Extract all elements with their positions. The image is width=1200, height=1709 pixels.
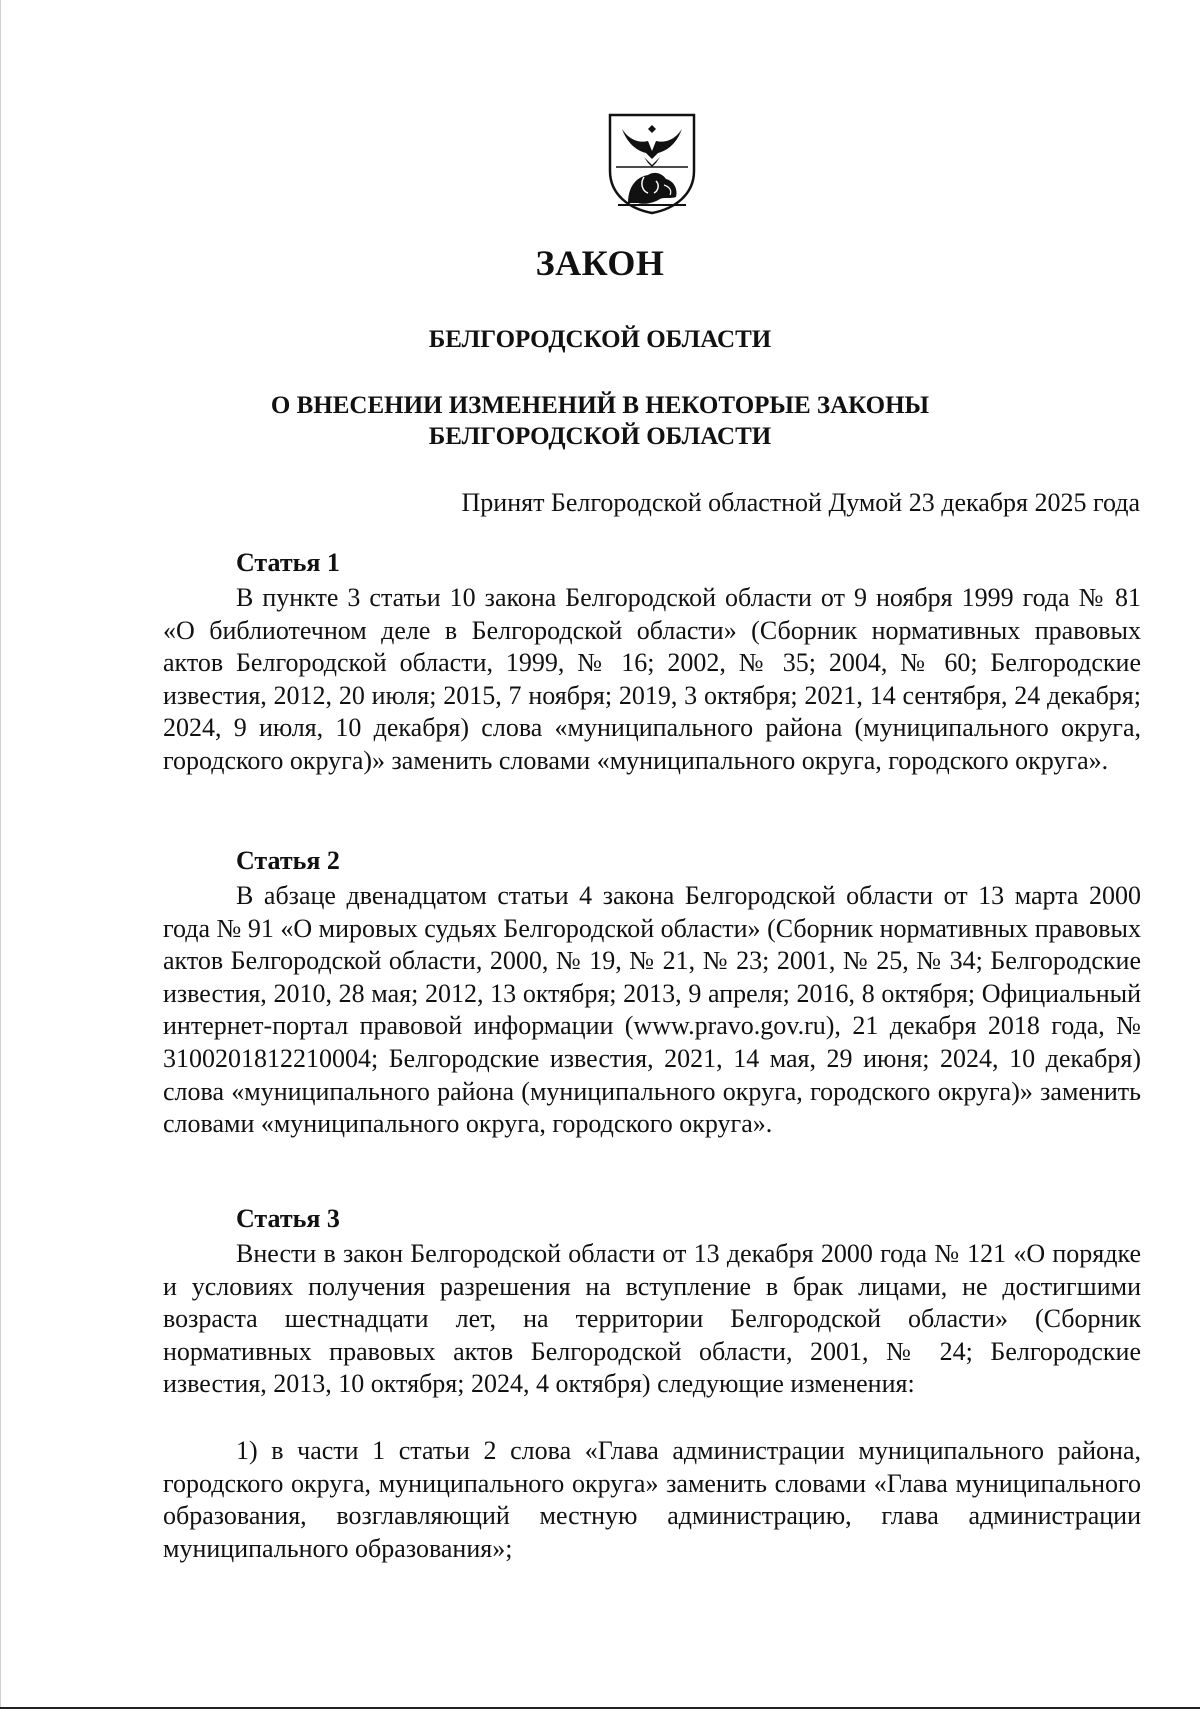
region-title: БЕЛГОРОДСКОЙ ОБЛАСТИ (428, 326, 772, 353)
article-2-text: В абзаце двенадцатом статьи 4 закона Белгородской области от 13 марта 2000 года № 91 «О мировых судьях Белгородской области» (Сборник нормативных правовых актов Белгородской области, 2000, № 19, № 21, № 23; 2001, № 25, № 34; Белгородские известия, 2010, 28 мая; 2012, 13 октября; 2013, 9 апреля; 2016, 8 октября; Официальный интернет-портал правовой информации (www.pravo.gov.ru), 21 декабря 2018 года, № 3100201812210004; Белгородские известия, 2021, 14 мая, 29 июня; 2024, 10 декабря) слова «муниципального района (муниципального округа, городского округа)» заменить словами «муниципального округа, городского округа». (163, 881, 1141, 1139)
article-3-title: Статья 3 (236, 1204, 340, 1233)
coat-of-arms-icon (604, 111, 700, 215)
article-2-title: Статья 2 (236, 846, 340, 875)
subject-line-2: БЕЛГОРОДСКОЙ ОБЛАСТИ (428, 423, 772, 450)
article-3-text: Внести в закон Белгородской области от 13 декабря 2000 года № 121 «О порядке и условиях получения разрешения на вступление в брак лицами, не достигшими возраста шестнадцати лет, на территории Белгородской области» (Сборник нормативных правовых актов Белгородской области, 2001, № 24; Белгородские известия, 2013, 10 октября; 2024, 4 октября) следующие изменения: (163, 1239, 1141, 1399)
article-3-item-1: 1) в части 1 статьи 2 слова «Глава администрации муниципального района, городского округа, муниципального округа» заменить словами «Глава муниципального образования, возглавляющий местную администрацию, глава администрации муниципального образования»; (163, 1436, 1141, 1563)
law-title: ЗАКОН (535, 243, 665, 283)
article-1-title: Статья 1 (236, 548, 340, 577)
subject-line-1: О ВНЕСЕНИИ ИЗМЕНЕНИЙ В НЕКОТОРЫЕ ЗАКОНЫ (270, 392, 930, 419)
adoption-date: Принят Белгородской областной Думой 23 декабря 2025 года (461, 488, 1140, 517)
article-1-text: В пункте 3 статьи 10 закона Белгородской области от 9 ноября 1999 года № 81 «О библиотечном деле в Белгородской области» (Сборник нормативных правовых актов Белгородской области, 1999, № 16; 2002, № 35; 2004, № 60; Белгородские известия, 2012, 20 июля; 2015, 7 ноября; 2019, 3 октября; 2021, 14 сентября, 24 декабря; 2024, 9 июля, 10 декабря) слова «муниципального района (муниципального округа, городского округа)» заменить словами «муниципального округа, городского округа». (163, 583, 1141, 775)
